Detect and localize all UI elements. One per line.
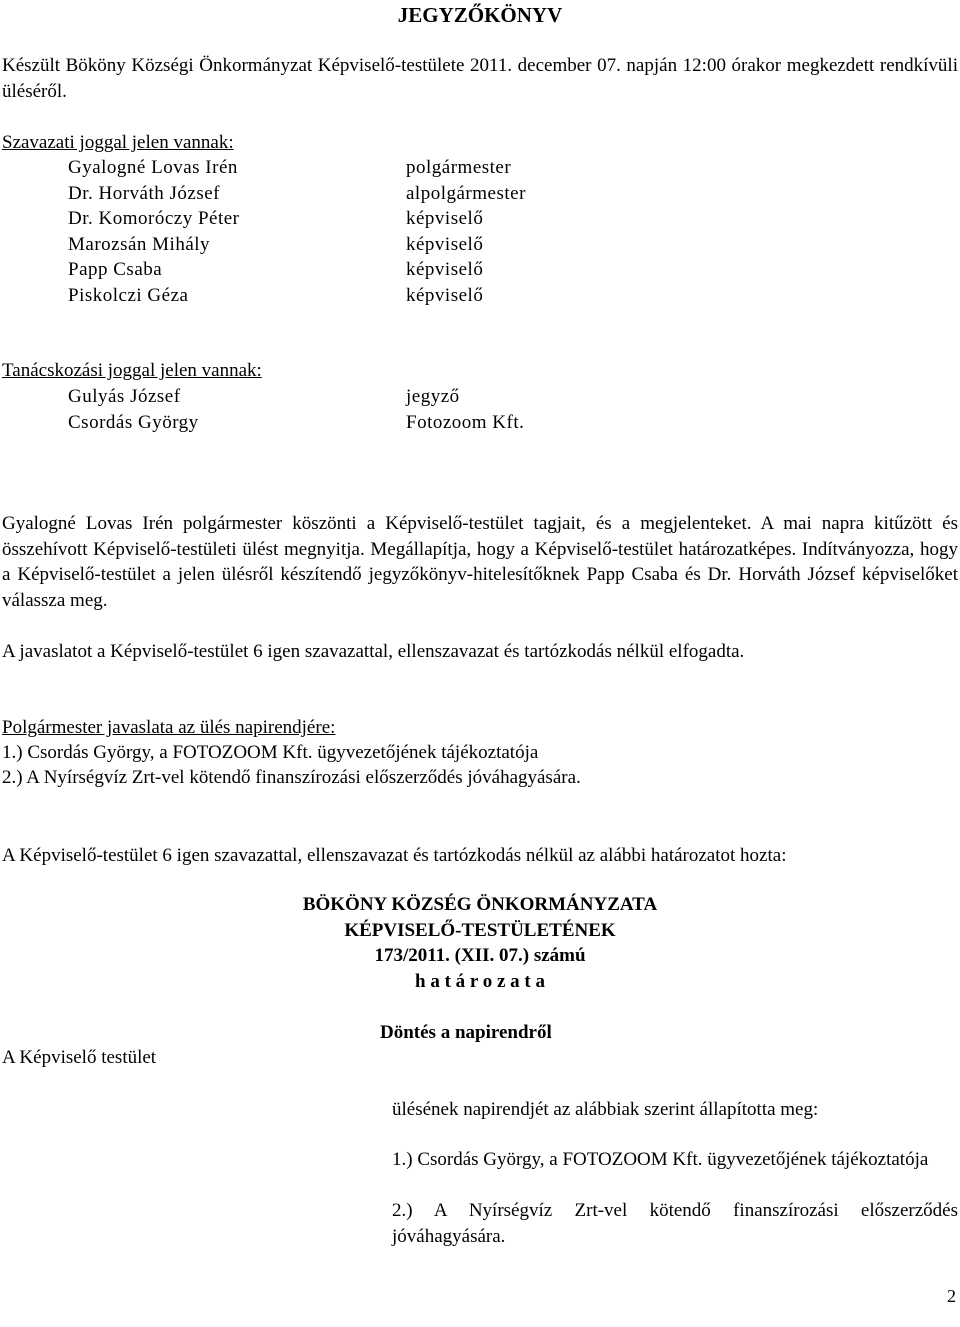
member-role: képviselő — [406, 259, 484, 280]
member-row — [68, 283, 526, 309]
member-role: Fotozoom Kft. — [406, 411, 525, 433]
member-role: alpolgármester — [406, 182, 526, 204]
advisory-members-table — [68, 384, 524, 435]
vote-result-1: A javaslatot a Képviselő-testület 6 igen szavazattal, ellenszavazat és tartózkodás nélkül elfogadta. — [2, 641, 745, 662]
member-row — [68, 155, 526, 181]
member-name: Marozsán Mihály — [68, 233, 211, 255]
intro-paragraph: Készült Bököny Községi Önkormányzat Képviselő-testülete 2011. december 07. napján 12:00 órakor megkezdett rendkívüli üléséről. — [2, 55, 958, 102]
member-name: Dr. Horváth József — [68, 182, 220, 204]
agenda-item: 2.) A Nyírségvíz Zrt-vel kötendő finanszírozási előszerződés jóváhagyására. — [2, 767, 581, 788]
member-row — [68, 410, 524, 436]
document-title: JEGYZŐKÖNYV — [397, 3, 563, 27]
member-name: Gyalogné Lovas Irén — [68, 157, 238, 178]
resolution-header-line: h a t á r o z a t a — [415, 970, 545, 992]
resolution-header-line: BÖKÖNY KÖZSÉG ÖNKORMÁNYZATA — [302, 894, 658, 915]
member-role: képviselő — [406, 208, 484, 229]
resolution-body: ülésének napirendjét az alábbiak szerint állapította meg: — [392, 1099, 819, 1120]
voting-members-table — [68, 155, 526, 308]
member-role: polgármester — [406, 157, 512, 178]
member-role: képviselő — [406, 284, 484, 306]
member-name: Piskolczi Géza — [68, 284, 189, 306]
resolution-item: 2.) A Nyírségvíz Zrt-vel kötendő finanszírozási előszerződés jóváhagyására. — [392, 1200, 958, 1247]
member-row — [68, 257, 526, 283]
member-name: Csordás György — [68, 411, 199, 433]
member-name: Gulyás József — [68, 386, 181, 407]
member-row — [68, 232, 526, 258]
vote-result-2: A Képviselő-testület 6 igen szavazattal, ellenszavazat és tartózkodás nélkül az alábbi határozatot hozta: — [2, 845, 787, 866]
member-name: Papp Csaba — [68, 259, 163, 280]
page-number: 2 — [947, 1286, 956, 1306]
resolution-item: 1.) Csordás György, a FOTOZOOM Kft. ügyvezetőjének tájékoztatója — [392, 1149, 929, 1170]
resolution-header-line: 173/2011. (XII. 07.) számú — [374, 945, 586, 966]
voting-heading: Szavazati joggal jelen vannak: — [2, 132, 234, 153]
resolution-header-line: KÉPVISELŐ-TESTÜLETÉNEK — [344, 919, 616, 941]
member-row — [68, 384, 524, 410]
resolution-subject: Döntés a napirendről — [380, 1022, 552, 1043]
member-row — [68, 181, 526, 207]
agenda-heading: Polgármester javaslata az ülés napirendjére: — [2, 717, 336, 738]
advisory-heading: Tanácskozási joggal jelen vannak: — [2, 360, 262, 381]
member-role: jegyző — [406, 386, 460, 407]
member-name: Dr. Komoróczy Péter — [68, 208, 240, 229]
member-role: képviselő — [406, 233, 484, 255]
resolution-left-label: A Képviselő testület — [2, 1047, 157, 1068]
member-row — [68, 206, 526, 232]
resolution-header — [200, 892, 760, 994]
agenda-item: 1.) Csordás György, a FOTOZOOM Kft. ügyvezetőjének tájékoztatója — [2, 742, 539, 763]
opening-paragraph: Gyalogné Lovas Irén polgármester köszönti a Képviselő-testület tagjait, és a megjelenteket. A mai napra kitűzött és összehívott Képviselő-testületi ülést megnyitja. Megállapítja, hogy a Képviselő-testület határozatképes. Indítványozza, hogy a Képviselő-testület a jelen ülésről készítendő jegyzőkönyv-hitelesítőknek Papp Csaba és Dr. Horváth József képviselőket válassza meg. — [2, 513, 958, 611]
